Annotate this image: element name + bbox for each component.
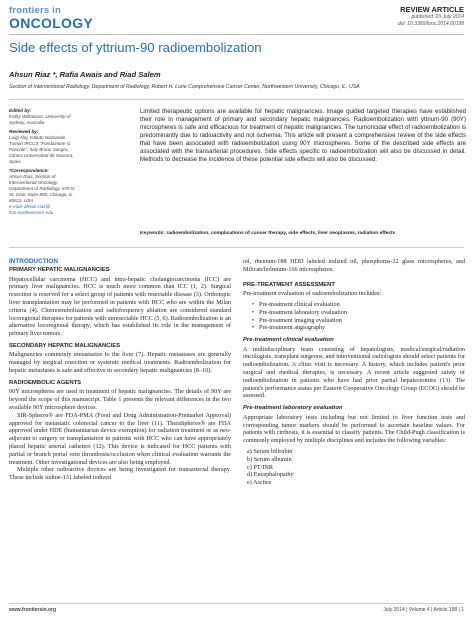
section-heading-introduction: INTRODUCTION [9, 258, 58, 265]
journal-logo [9, 6, 99, 30]
paragraph-pretreatment: Pre-treatment evaluation of radioembolization includes: [243, 290, 382, 298]
sidebar-meta [9, 108, 79, 215]
logo-line-2: ONCOLOGY [9, 14, 94, 31]
body-column-left [9, 258, 231, 482]
email-link[interactable]: e-mail: ahsun-riaz@ fsm.northwestern.edu [9, 203, 54, 215]
published-date: published: 29 July 2014 [411, 14, 464, 20]
paragraph-sir-spheres: SIR-Spheres® are FDA-PMA (Food and Drug Administration-Premarket Approval) approved for metastatic colorectal cancer to the liver (11). TheraSpheres® are FDA approved under HDE (humanitarian device exemption) for radiation treatment or as neo-adjuvant to surgery or transplantation in patients with HCC who can have appropriately placed hepatic arterial catheters (12). This device is indicated for HCC patients with partial or branch portal vein thrombosis/occlusion when clinical evaluation warrants the treatment. Other investigational devices are also being employed. [9, 411, 231, 466]
affiliation: Section of Interventional Radiology, Department of Radiology, Robert H. Lurie Comprehensive Cancer Center, Northwestern University, Chicago, IL, USA [9, 84, 360, 90]
article-type: REVIEW ARTICLE [400, 5, 464, 14]
list-item: a) Serum bilirubin [247, 447, 293, 455]
reviewed-by-label: Reviewed by: [9, 128, 39, 134]
footer-website[interactable]: www.frontiersin.org [9, 607, 57, 613]
list-item: • Pre-treatment laboratory evaluation [252, 309, 465, 317]
subheading-primary: PRIMARY HEPATIC MALIGNANCIES [9, 267, 110, 274]
subheading-agents: RADIOEMBOLIC AGENTS [9, 379, 82, 386]
pretreatment-list [252, 301, 465, 332]
abstract-text: Limited therapeutic options are available for hepatic malignancies. Image guided targeted therapies have established their role in management of primary and secondary hepatic malignancies. Radioembolization with yttrium-90 (90Y) microspheres is safe and efficacious for treatment of hepatic malignancies. The tumoricidal effect of radioembolization is predominantly due to radioactivity and not ischemia. This article will present a comprehensive review of the side effects that have been associated with radioembolization using 90Y microspheres. Some of the described side effects are associated with the transarterial procedures. Side effects specific to radioembolization will also be discussed in detail. Methods to decrease the incidence of these potential side effects will also be discussed. [140, 108, 466, 164]
paragraph-continued: oil, rhenium-188 HDD labeled iodized oil, phosphorus-32 glass microspheres, and Milican/holmium-166 microspheres. [243, 258, 465, 273]
article-meta [294, 5, 464, 27]
paragraph-clinical: A multidisciplinary team consisting of hepatologists, medical/surgical/radiation oncologists, transplant surgeons, and interventional radiologists should select patients for radioembolization. A clinic visit is necessary. A history, which includes patient's prior surgical and medical therapies, is necessary. A recent article suggested safety of radioembolization in patients who have had prior partial hepatectomies (13). The patient's performance status per Eastern Cooperative Oncology Group (ECOG) should be assessed. [243, 345, 465, 400]
keywords-label: Keywords: [140, 231, 166, 236]
subheading-clinical: Pre-treatment clinical evaluation [243, 337, 334, 344]
title-divider [9, 99, 464, 100]
doi: doi: 10.3389/fonc.2014.00198 [397, 20, 464, 27]
reviewed-by: Luigi Aloj, Istituto Nazionale Tumori IRCCS "Fondazione G. Pascale", Italy Bruno Sangro, Clinica Universidad de Navarra, Spain [9, 134, 74, 164]
list-item: e) Ascites [247, 479, 272, 487]
subheading-secondary: SECONDARY HEPATIC MALIGNANCIES [9, 343, 121, 349]
abstract-divider [9, 247, 464, 248]
header-divider [9, 34, 464, 35]
authors: Ahsun Riaz *, Rafia Awais and Riad Salem [9, 70, 161, 79]
list-item: c) PT/INR [247, 463, 273, 471]
edited-by-label: Edited by: [9, 108, 32, 113]
paragraph-agents: 90Y microspheres are used in treatment of hepatic malignancies. The details of 90Y are beyond the scope of this manuscript. Table 1 presents the relevant differences in the two available 90Y microsphere devices. [9, 388, 231, 411]
footer-issue: July 2014 | Volume 4 | Article 198 | 1 [383, 607, 464, 613]
paragraph-primary: Hepatocellular carcinoma (HCC) and intra-hepatic cholangiocarcinoma (ICC) are primary liver malignancies. HCC is much more common than ICC (1, 2). Surgical resection is reserved for a select group of patients with resectable disease (3). Orthotopic liver transplantation may be performed in patients with HCC who are within the Milan criteria (4). Chemoembolization and radiofrequency ablation are considered standard locoregional therapies for patients with unresectable HCC (5, 6). Radioembolization is an alternative locoregional therapy, which has established its role in the management of primary liver tumors. [9, 275, 231, 338]
paragraph-laboratory: Appropriate laboratory tests including but not limited to liver function tests and corresponding tumor markers should be performed to ascertain baseline values. For patients with cirrhosis, it is essential to classify patients. The Child-Pugh classification is commonly employed by multiple disciplines and includes the following variables: [243, 413, 465, 445]
keywords-text: radioembolization, complications of cancer therapy, side effects, liver neoplasms, radiation effects [166, 231, 396, 236]
list-item: • Pre-treatment imaging evaluation [252, 317, 465, 325]
abstract [140, 108, 466, 164]
keywords [140, 231, 466, 236]
subheading-laboratory: Pre-treatment laboratory evaluation [243, 405, 343, 412]
logo-line-1: frontiers in [9, 5, 62, 16]
subheading-pretreatment: PRE-TREATMENT ASSESSMENT [243, 281, 335, 288]
list-item: • Pre-treatment clinical evaluation [252, 301, 465, 309]
correspondence-label: *Correspondence: [9, 167, 49, 173]
body-column-right [243, 258, 465, 490]
correspondence: Ahsun Riaz, Section of Interventional Oncology, Department of Radiology, 676 N. St. Clair, Suite 800, Chicago, IL 60611, USA [9, 173, 76, 203]
list-item: d) Encephalopathy [247, 471, 294, 479]
article-title: Side effects of yttrium-90 radioembolization [9, 40, 262, 55]
list-item: b) Serum albumin [247, 455, 292, 463]
child-pugh-list [247, 448, 465, 487]
paragraph-secondary: Malignancies commonly metastasize to the liver (7). Hepatic metastases are generally managed by surgical resection or systemic medical treatments. Radioembolization for hepatic metastases is safe and effective in secondary hepatic malignancies (8–10). [9, 351, 231, 375]
footer-divider [9, 603, 464, 604]
paragraph-other-devices: Multiple other radioactive devices are being investigated for transarterial therapy. These include iodine-131 labeled iodized [9, 466, 231, 482]
edited-by: Kathy Willowson, University of Sydney, Australia [9, 113, 71, 125]
list-item: • Pre-treatment angiography [252, 324, 465, 332]
